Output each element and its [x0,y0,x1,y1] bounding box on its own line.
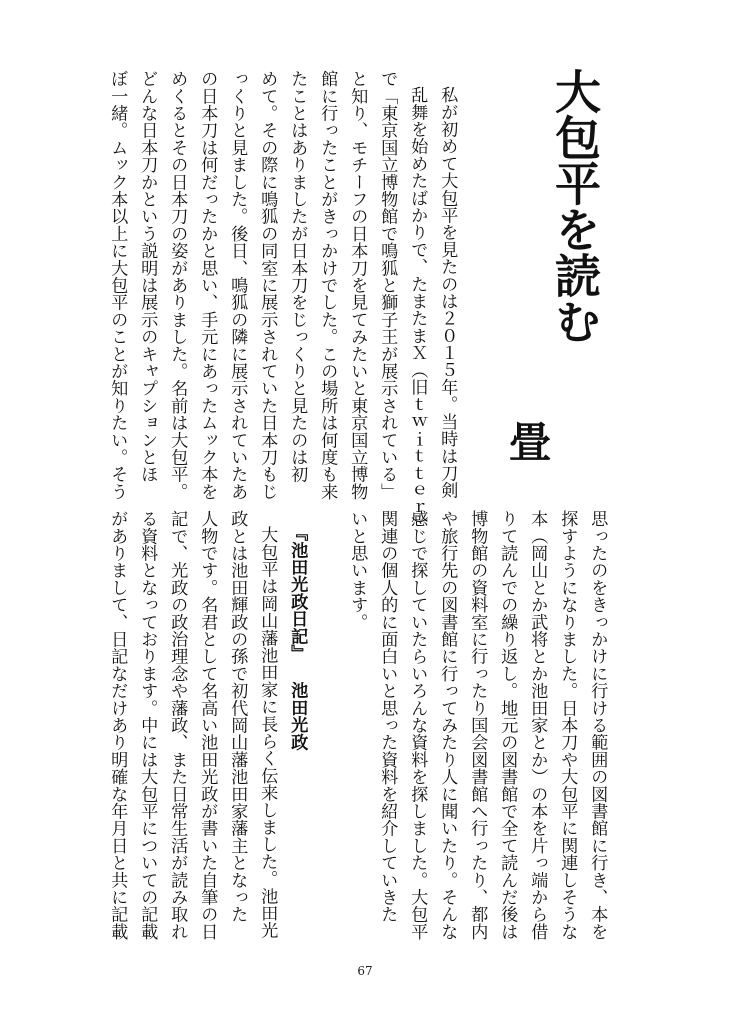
body-line: めて。その際に鳴狐の同室に展示されていた日本刀もじ [257,70,278,500]
body-line: いと思います。 [347,510,368,631]
body-line: りて読んでの繰り返し。地元の図書館で全て読んだ後は [497,510,518,940]
body-line: 乱舞を始めたばかりで、たまたまＸ（旧ｔｗｉｔｔｅｒ） [407,86,428,534]
page-number: 67 [357,964,373,978]
body-line: 博物館の資料室に行ったり国会図書館へ行ったり、都内 [467,510,488,940]
body-line: と知り、モチーフの日本刀を見てみたいと東京国立博物 [347,70,368,500]
body-line: 私が初めて大包平を見たのは２０１５年。当時は刀剣 [437,86,458,499]
section-line: 記で、光政の政治理念や藩政、また日常生活が読み取れ [167,510,188,940]
section-line: 人物です。名君として名高い池田光政が書いた自筆の日 [197,510,218,940]
author-name: 畳 [503,420,552,462]
body-line: 思ったのをきっかけに行ける範囲の図書館に行き、本を [587,510,608,940]
body-line: の日本刀は何だったかと思い、手元にあったムック本を [197,70,218,500]
body-line: 探すようになりました。日本刀や大包平に関連しそうな [557,510,578,940]
body-line: や旅行先の図書館に行ってみたり人に聞いたり。そんな [437,510,458,940]
body-line: で「東京国立博物館で鳴狐と獅子王が展示されている」 [377,70,398,500]
body-line: っくりと見ました。後日、鳴狐の隣に展示されていたあ [227,70,248,500]
body-line: 関連の個人的に面白いと思った資料を紹介していきた [377,510,398,923]
body-line: 館に行ったことがきっかけでした。この場所は何度も来 [317,70,338,500]
body-line: 感じで探していたらいろんな資料を探しました。大包平 [407,510,428,940]
section-line: る資料となっております。中には大包平についての記載 [137,510,158,940]
body-line: 本（岡山とか武将とか池田家とか）の本を片っ端から借 [527,510,548,940]
page-title: 大包平を読む [548,68,602,344]
body-line: どんな日本刀かという説明は展示のキャプションとほ [137,70,158,483]
body-line: たことはありましたが日本刀をじっくりと見たのは初 [287,70,308,483]
body-line: ぼ一緒。ムック本以上に大包平のことが知りたい。そう [107,70,128,500]
section-heading: 『池田光政日記』 池田光政 [287,524,308,751]
section-line: がありまして、日記なだけあり明確な年月日と共に記載 [107,510,128,940]
section-line: 大包平は岡山藩池田家に長らく伝来しました。池田光 [257,526,278,939]
section-line: 政とは池田輝政の孫で初代岡山藩池田家藩主となった [227,510,248,923]
body-line: めくるとその日本刀の姿がありました。名前は大包平。 [167,70,188,500]
